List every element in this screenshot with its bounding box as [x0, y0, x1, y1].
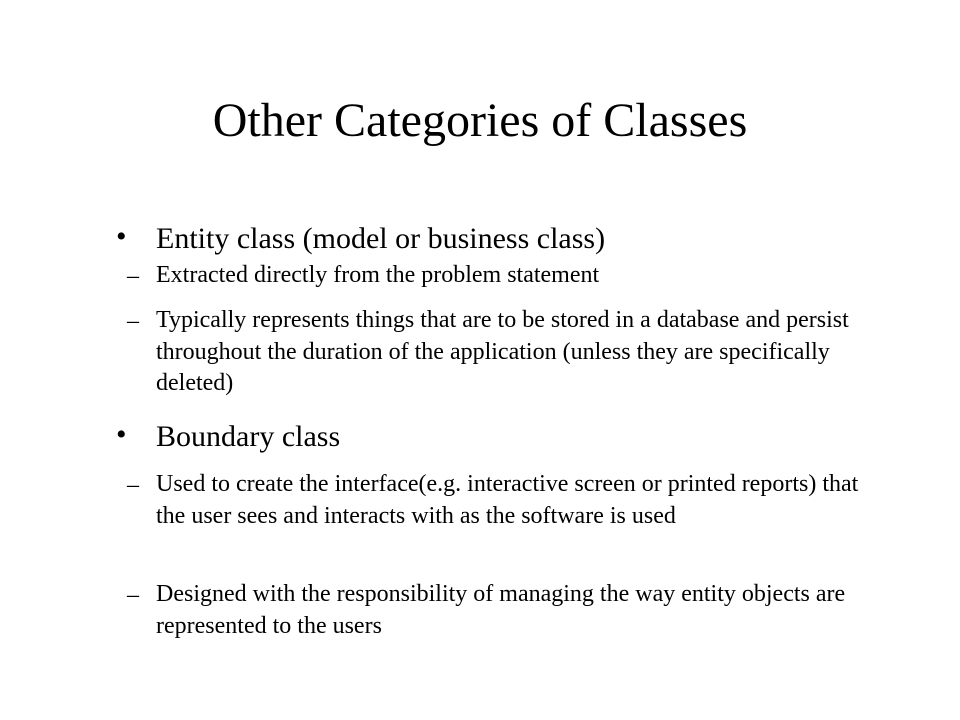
sub-bullet-marker: –	[127, 472, 139, 498]
sub-bullet-typically: Typically represents things that are to be stored in a database and persist throughout the duration of the application (unless they are specifically deleted)	[156, 307, 849, 396]
bullet-marker: •	[116, 418, 127, 451]
sub-bullet-designed-with: Designed with the responsibility of managing the way entity objects are represented to the users	[156, 581, 846, 639]
bullet-entity-class: Entity class (model or business class)	[156, 222, 606, 255]
sub-bullet-marker: –	[127, 308, 139, 334]
sub-bullet-used-to-create: Used to create the interface(e.g. interactive screen or printed reports) that the user sees and interacts with as the software is used	[156, 471, 859, 529]
bullet-marker: •	[116, 220, 127, 253]
bullet-boundary-class: Boundary class	[156, 420, 341, 453]
sub-bullet-marker: –	[127, 582, 139, 608]
sub-bullet-extracted: Extracted directly from the problem statement	[156, 262, 600, 288]
slide-title: Other Categories of Classes	[212, 94, 748, 147]
sub-bullet-marker: –	[127, 263, 139, 289]
